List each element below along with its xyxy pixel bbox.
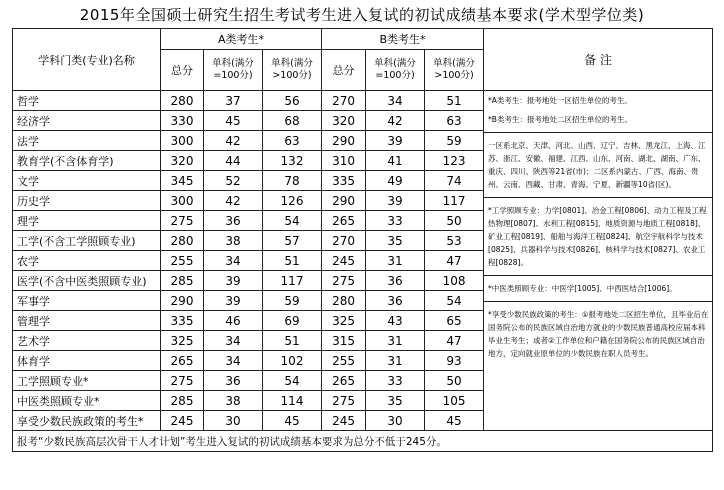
b-single-gt100: 47 [425,251,484,271]
header-a-total: 总分 [161,50,204,91]
subject-name: 历史学 [13,191,161,211]
a-single-gt100: 54 [263,371,322,391]
a-single-le100: 42 [204,131,263,151]
subject-name: 医学(不含中医类照顾专业) [13,271,161,291]
score-table [12,28,713,452]
b-single-le100: 35 [366,391,425,411]
b-single-gt100: 123 [425,151,484,171]
a-single-gt100: 68 [263,111,322,131]
header-row-1 [13,29,713,50]
header-group-a: A类考生* [161,29,322,50]
a-total: 345 [161,171,204,191]
note-b-class: *B类考生：报考地处二区招生单位的考生。 [488,115,632,124]
a-single-gt100: 114 [263,391,322,411]
b-total: 315 [322,331,366,351]
a-total: 255 [161,251,204,271]
a-single-gt100: 78 [263,171,322,191]
b-single-le100: 31 [366,251,425,271]
b-single-le100: 39 [366,191,425,211]
b-total: 280 [322,291,366,311]
header-a-single-le100: 单科(满分=100分) [204,50,263,91]
b-total: 310 [322,151,366,171]
a-single-le100: 34 [204,331,263,351]
b-single-gt100: 45 [425,411,484,431]
a-total: 290 [161,291,204,311]
b-total: 320 [322,111,366,131]
a-single-gt100: 63 [263,131,322,151]
a-single-gt100: 57 [263,231,322,251]
a-total: 285 [161,391,204,411]
b-single-le100: 33 [366,371,425,391]
b-total: 265 [322,371,366,391]
a-single-le100: 36 [204,371,263,391]
a-single-gt100: 56 [263,91,322,111]
b-total: 335 [322,171,366,191]
notes-divider [484,275,712,276]
header-group-b: B类考生* [322,29,484,50]
subject-name: 经济学 [13,111,161,131]
a-total: 275 [161,371,204,391]
header-subject: 学科门类(专业)名称 [13,29,161,91]
b-single-le100: 33 [366,211,425,231]
b-single-gt100: 53 [425,231,484,251]
page-title: 2015年全国硕士研究生招生考试考生进入复试的初试成绩基本要求(学术型学位类) [79,6,645,24]
a-single-le100: 34 [204,351,263,371]
b-single-gt100: 50 [425,211,484,231]
a-total: 335 [161,311,204,331]
a-single-le100: 39 [204,271,263,291]
b-single-gt100: 117 [425,191,484,211]
b-single-gt100: 54 [425,291,484,311]
a-single-le100: 37 [204,91,263,111]
b-single-gt100: 108 [425,271,484,291]
note-regions: 一区系北京、天津、河北、山西、辽宁、吉林、黑龙江、上海、江苏、浙江、安徽、福建、江西、山东、河南、湖北、湖南、广东、重庆、四川、陕西等21省(市)；二区系内蒙古、广西、海南、贵州、云南、西藏、甘肃、青海、宁夏、新疆等10省(区)。 [488,141,706,189]
a-single-gt100: 102 [263,351,322,371]
a-single-gt100: 69 [263,311,322,331]
subject-name: 艺术学 [13,331,161,351]
a-single-le100: 46 [204,311,263,331]
header-notes: 备 注 [484,29,713,91]
subject-name: 文学 [13,171,161,191]
a-single-gt100: 117 [263,271,322,291]
notes-divider [484,301,712,302]
b-single-gt100: 93 [425,351,484,371]
subject-name: 管理学 [13,311,161,331]
b-single-gt100: 105 [425,391,484,411]
b-single-le100: 41 [366,151,425,171]
subject-name: 法学 [13,131,161,151]
a-total: 245 [161,411,204,431]
b-total: 245 [322,411,366,431]
header-b-total: 总分 [322,50,366,91]
a-single-le100: 38 [204,231,263,251]
note-engineering: *工学照顾专业：力学[0801]、冶金工程[0806]、动力工程及工程热物理[0807]、水利工程[0815]、地质资源与地质工程[0818]、矿业工程[0819]、船舶与海洋工程[0824]、航空宇航科学与技术[0825]、兵器科学与技术[0826]、核科学与技术[0827]、农业工程[0828]。 [488,206,707,267]
b-total: 275 [322,271,366,291]
b-total: 275 [322,391,366,411]
a-single-le100: 38 [204,391,263,411]
subject-name: 农学 [13,251,161,271]
note-chinese-medicine: *中医类照顾专业：中医学[1005]、中西医结合[1006]。 [488,284,677,293]
b-single-le100: 35 [366,231,425,251]
subject-name: 哲学 [13,91,161,111]
subject-name: 工学(不含工学照顾专业) [13,231,161,251]
header-b-single-le100: 单科(满分=100分) [366,50,425,91]
b-single-le100: 42 [366,111,425,131]
a-total: 280 [161,231,204,251]
notes-divider [484,132,712,133]
a-total: 265 [161,351,204,371]
subject-name: 中医类照顾专业* [13,391,161,411]
header-b-single-gt100: 单科(满分>100分) [425,50,484,91]
b-total: 325 [322,311,366,331]
a-single-gt100: 126 [263,191,322,211]
b-single-le100: 39 [366,131,425,151]
b-total: 290 [322,131,366,151]
b-single-gt100: 51 [425,91,484,111]
a-single-le100: 39 [204,291,263,311]
b-single-gt100: 74 [425,171,484,191]
a-total: 285 [161,271,204,291]
b-single-le100: 49 [366,171,425,191]
table-row [13,91,713,111]
a-single-gt100: 59 [263,291,322,311]
a-total: 325 [161,331,204,351]
b-total: 255 [322,351,366,371]
a-total: 275 [161,211,204,231]
b-single-gt100: 63 [425,111,484,131]
a-total: 300 [161,131,204,151]
a-single-gt100: 132 [263,151,322,171]
a-total: 300 [161,191,204,211]
b-single-le100: 30 [366,411,425,431]
a-single-le100: 34 [204,251,263,271]
a-single-le100: 45 [204,111,263,131]
b-single-gt100: 59 [425,131,484,151]
subject-name: 享受少数民族政策的考生* [13,411,161,431]
a-single-le100: 42 [204,191,263,211]
b-single-gt100: 65 [425,311,484,331]
a-single-gt100: 45 [263,411,322,431]
subject-name: 体育学 [13,351,161,371]
b-total: 270 [322,91,366,111]
b-single-le100: 34 [366,91,425,111]
a-single-le100: 30 [204,411,263,431]
b-single-gt100: 50 [425,371,484,391]
b-single-le100: 36 [366,271,425,291]
a-total: 320 [161,151,204,171]
subject-name: 工学照顾专业* [13,371,161,391]
b-total: 290 [322,191,366,211]
note-minority: *享受少数民族政策的考生：①报考地处二区招生单位，且毕业后在国务院公布的民族区域自治地方就业的少数民族普通高校应届本科毕业生考生；或者②工作单位和户籍在国务院公布的民族区域自治地方，定向就业原单位的少数民族在职人员考生。 [488,310,709,358]
a-total: 330 [161,111,204,131]
a-single-le100: 44 [204,151,263,171]
b-total: 270 [322,231,366,251]
a-single-gt100: 54 [263,211,322,231]
a-total: 280 [161,91,204,111]
footer-row [13,431,713,452]
a-single-gt100: 51 [263,251,322,271]
b-single-gt100: 47 [425,331,484,351]
subject-name: 理学 [13,211,161,231]
a-single-gt100: 51 [263,331,322,351]
subject-name: 教育学(不含体育学) [13,151,161,171]
a-single-le100: 36 [204,211,263,231]
b-single-le100: 31 [366,351,425,371]
notes-divider [484,197,712,198]
table-body [13,91,713,431]
notes-cell [484,91,713,431]
footer-note: 报考“少数民族高层次骨干人才计划”考生进入复试的初试成绩基本要求为总分不低于245分。 [13,431,713,452]
note-a-class: *A类考生：报考地处一区招生单位的考生。 [488,96,632,105]
b-total: 265 [322,211,366,231]
b-single-le100: 36 [366,291,425,311]
b-single-le100: 31 [366,331,425,351]
header-a-single-gt100: 单科(满分>100分) [263,50,322,91]
b-single-le100: 43 [366,311,425,331]
a-single-le100: 52 [204,171,263,191]
subject-name: 军事学 [13,291,161,311]
b-total: 245 [322,251,366,271]
